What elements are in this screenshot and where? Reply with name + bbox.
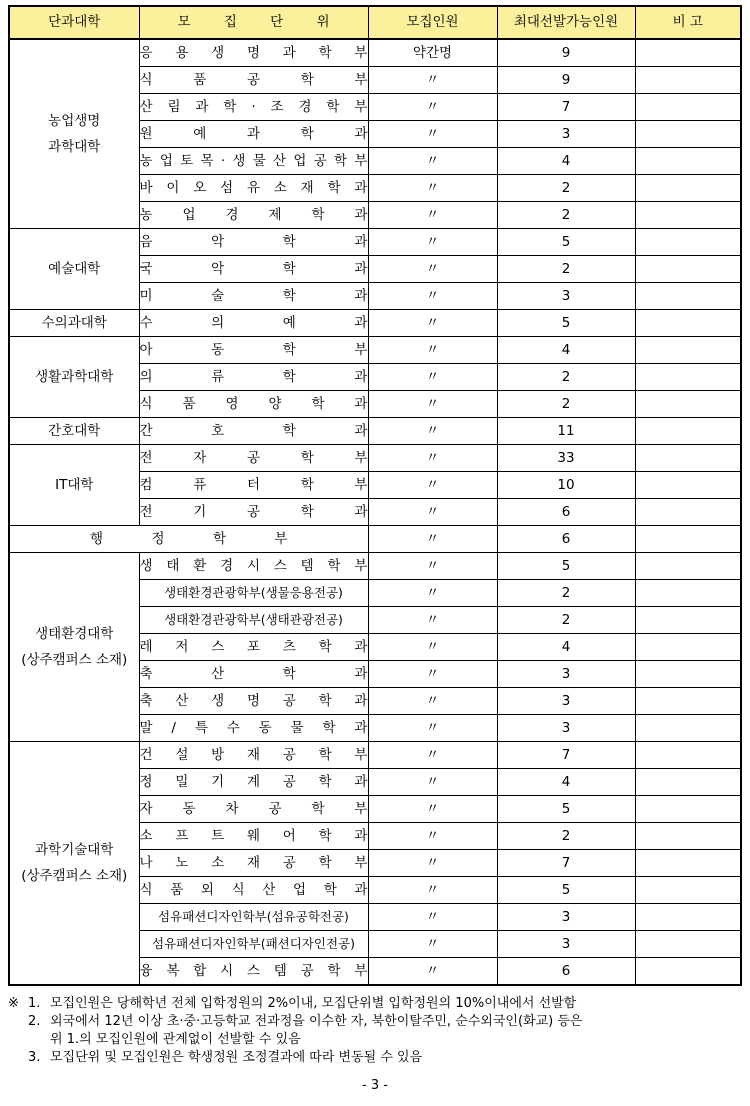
page-number: - 3 -: [362, 1078, 388, 1093]
max-cell: 6: [497, 958, 635, 986]
note-cell: [635, 256, 741, 283]
quota-cell: 약간명: [368, 39, 497, 67]
note-cell: [635, 742, 741, 769]
note-cell: [635, 796, 741, 823]
note-cell: [635, 688, 741, 715]
max-cell: 3: [497, 283, 635, 310]
table-row: [9, 310, 741, 337]
note-cell: [635, 148, 741, 175]
max-cell: 33: [497, 445, 635, 472]
college-cell: 과학기술대학 (상주캠퍼스 소재): [9, 742, 139, 986]
header-max: 최대선발가능인원: [497, 6, 635, 39]
note-cell: [635, 472, 741, 499]
quota-cell: 〃: [368, 742, 497, 769]
unit-cell: 컴 퓨 터 학 부: [139, 472, 368, 499]
unit-cell: 원 예 과 학 과: [139, 121, 368, 148]
table-header-row: [9, 6, 741, 39]
max-cell: 3: [497, 904, 635, 931]
unit-cell: 섬유패션디자인학부(패션디자인전공): [139, 931, 368, 958]
quota-cell: 〃: [368, 337, 497, 364]
header-note: 비 고: [635, 6, 741, 39]
quota-cell: 〃: [368, 607, 497, 634]
max-cell: 4: [497, 634, 635, 661]
max-cell: 2: [497, 364, 635, 391]
unit-cell: 미 술 학 과: [139, 283, 368, 310]
table-row: [9, 445, 741, 472]
max-cell: 2: [497, 202, 635, 229]
quota-cell: 〃: [368, 364, 497, 391]
unit-cell: 전 자 공 학 부: [139, 445, 368, 472]
footnote-1: ※ 1. 모집인원은 당해학년 전체 입학정원의 2%이내, 모집단위별 입학정원의 10%이내에서 선발함: [8, 996, 577, 1011]
quota-cell: 〃: [368, 634, 497, 661]
note-cell: [635, 526, 741, 553]
note-cell: [635, 310, 741, 337]
max-cell: 2: [497, 607, 635, 634]
quota-cell: 〃: [368, 202, 497, 229]
quota-cell: 〃: [368, 580, 497, 607]
quota-cell: 〃: [368, 904, 497, 931]
quota-cell: 〃: [368, 688, 497, 715]
max-cell: 2: [497, 580, 635, 607]
note-cell: [635, 499, 741, 526]
unit-cell: 식 품 영 양 학 과: [139, 391, 368, 418]
note-cell: [635, 607, 741, 634]
max-cell: 5: [497, 796, 635, 823]
max-cell: 11: [497, 418, 635, 445]
college-cell: IT대학: [9, 445, 139, 526]
quota-cell: 〃: [368, 958, 497, 986]
max-cell: 2: [497, 256, 635, 283]
note-cell: [635, 175, 741, 202]
note-cell: [635, 364, 741, 391]
max-cell: 5: [497, 877, 635, 904]
quota-cell: 〃: [368, 445, 497, 472]
max-cell: 3: [497, 931, 635, 958]
unit-cell: 전 기 공 학 과: [139, 499, 368, 526]
unit-cell: 의 류 학 과: [139, 364, 368, 391]
note-cell: [635, 67, 741, 94]
unit-cell: 자 동 차 공 학 부: [139, 796, 368, 823]
quota-cell: 〃: [368, 931, 497, 958]
admission-table: [8, 5, 742, 986]
table-row: [9, 337, 741, 364]
unit-cell: 축 산 생 명 공 학 과: [139, 688, 368, 715]
quota-cell: 〃: [368, 526, 497, 553]
max-cell: 5: [497, 229, 635, 256]
max-cell: 7: [497, 850, 635, 877]
quota-cell: 〃: [368, 850, 497, 877]
college-cell: 행 정 학 부: [9, 526, 368, 553]
college-cell: 농업생명 과학대학: [9, 39, 139, 229]
max-cell: 4: [497, 337, 635, 364]
quota-cell: 〃: [368, 229, 497, 256]
unit-cell: 레 저 스 포 츠 학 과: [139, 634, 368, 661]
max-cell: 5: [497, 310, 635, 337]
table-row: [9, 526, 741, 553]
note-cell: [635, 931, 741, 958]
note-cell: [635, 337, 741, 364]
note-cell: [635, 823, 741, 850]
quota-cell: 〃: [368, 391, 497, 418]
max-cell: 9: [497, 39, 635, 67]
unit-cell: 바 이 오 섬 유 소 재 학 과: [139, 175, 368, 202]
note-cell: [635, 850, 741, 877]
quota-cell: 〃: [368, 121, 497, 148]
table-row: [9, 553, 741, 580]
unit-cell: 건 설 방 재 공 학 부: [139, 742, 368, 769]
max-cell: 9: [497, 67, 635, 94]
max-cell: 6: [497, 499, 635, 526]
header-quota: 모집인원: [368, 6, 497, 39]
quota-cell: 〃: [368, 661, 497, 688]
unit-cell: 융 복 합 시 스 템 공 학 부: [139, 958, 368, 986]
unit-cell: 식 품 외 식 산 업 학 과: [139, 877, 368, 904]
unit-cell: 생 태 환 경 시 스 템 학 부: [139, 553, 368, 580]
quota-cell: 〃: [368, 310, 497, 337]
unit-cell: 생태환경관광학부(생태관광전공): [139, 607, 368, 634]
max-cell: 3: [497, 688, 635, 715]
table-row: [9, 418, 741, 445]
table-row: [9, 229, 741, 256]
max-cell: 2: [497, 175, 635, 202]
note-cell: [635, 94, 741, 121]
unit-cell: 나 노 소 재 공 학 부: [139, 850, 368, 877]
unit-cell: 섬유패션디자인학부(섬유공학전공): [139, 904, 368, 931]
note-cell: [635, 877, 741, 904]
note-cell: [635, 715, 741, 742]
table-row: [9, 742, 741, 769]
note-cell: [635, 39, 741, 67]
quota-cell: 〃: [368, 553, 497, 580]
unit-cell: 산 림 과 학 · 조 경 학 부: [139, 94, 368, 121]
note-cell: [635, 121, 741, 148]
note-mark: ※: [8, 996, 19, 1011]
college-cell: 생태환경대학 (상주캠퍼스 소재): [9, 553, 139, 742]
quota-cell: 〃: [368, 148, 497, 175]
college-cell: 생활과학대학: [9, 337, 139, 418]
unit-cell: 말 / 특 수 동 물 학 과: [139, 715, 368, 742]
max-cell: 2: [497, 823, 635, 850]
note-cell: [635, 580, 741, 607]
unit-cell: 간 호 학 과: [139, 418, 368, 445]
max-cell: 4: [497, 148, 635, 175]
college-cell: 간호대학: [9, 418, 139, 445]
quota-cell: 〃: [368, 769, 497, 796]
college-cell: 예술대학: [9, 229, 139, 310]
note-cell: [635, 445, 741, 472]
footnotes: [8, 995, 742, 1067]
unit-cell: 농 업 토 목 · 생 물 산 업 공 학 부: [139, 148, 368, 175]
max-cell: 7: [497, 94, 635, 121]
college-cell: 수의과대학: [9, 310, 139, 337]
max-cell: 5: [497, 553, 635, 580]
unit-cell: 식 품 공 학 부: [139, 67, 368, 94]
quota-cell: 〃: [368, 94, 497, 121]
quota-cell: 〃: [368, 256, 497, 283]
max-cell: 10: [497, 472, 635, 499]
quota-cell: 〃: [368, 283, 497, 310]
footnote-2-continued: 위 1.의 모집인원에 관계없이 선발할 수 있음: [50, 1032, 301, 1047]
header-unit: 모 집 단 위: [139, 6, 368, 39]
unit-cell: 소 프 트 웨 어 학 과: [139, 823, 368, 850]
footnote-3: 3. 모집단위 및 모집인원은 학생정원 조정결과에 따라 변동될 수 있음: [28, 1050, 423, 1065]
footnote-2: 2. 외국에서 12년 이상 초·중·고등학교 전과정을 이수한 자, 북한이탈주민, 순수외국인(화교) 등은: [28, 1014, 583, 1029]
unit-cell: 응 용 생 명 과 학 부: [139, 39, 368, 67]
quota-cell: 〃: [368, 418, 497, 445]
note-cell: [635, 418, 741, 445]
note-cell: [635, 904, 741, 931]
unit-cell: 수 의 예 과: [139, 310, 368, 337]
note-cell: [635, 283, 741, 310]
note-cell: [635, 553, 741, 580]
max-cell: 4: [497, 769, 635, 796]
max-cell: 3: [497, 121, 635, 148]
header-college: 단과대학: [9, 6, 139, 39]
max-cell: 7: [497, 742, 635, 769]
quota-cell: 〃: [368, 715, 497, 742]
quota-cell: 〃: [368, 796, 497, 823]
note-cell: [635, 661, 741, 688]
note-cell: [635, 202, 741, 229]
unit-cell: 생태환경관광학부(생물응용전공): [139, 580, 368, 607]
quota-cell: 〃: [368, 823, 497, 850]
note-cell: [635, 769, 741, 796]
note-cell: [635, 958, 741, 986]
max-cell: 2: [497, 391, 635, 418]
note-cell: [635, 391, 741, 418]
unit-cell: 아 동 학 부: [139, 337, 368, 364]
quota-cell: 〃: [368, 499, 497, 526]
max-cell: 3: [497, 715, 635, 742]
max-cell: 6: [497, 526, 635, 553]
unit-cell: 국 악 학 과: [139, 256, 368, 283]
quota-cell: 〃: [368, 67, 497, 94]
quota-cell: 〃: [368, 175, 497, 202]
note-cell: [635, 229, 741, 256]
quota-cell: 〃: [368, 877, 497, 904]
unit-cell: 정 밀 기 계 공 학 과: [139, 769, 368, 796]
unit-cell: 음 악 학 과: [139, 229, 368, 256]
unit-cell: 농 업 경 제 학 과: [139, 202, 368, 229]
unit-cell: 축 산 학 과: [139, 661, 368, 688]
max-cell: 3: [497, 661, 635, 688]
note-cell: [635, 634, 741, 661]
table-row: [9, 39, 741, 67]
quota-cell: 〃: [368, 472, 497, 499]
